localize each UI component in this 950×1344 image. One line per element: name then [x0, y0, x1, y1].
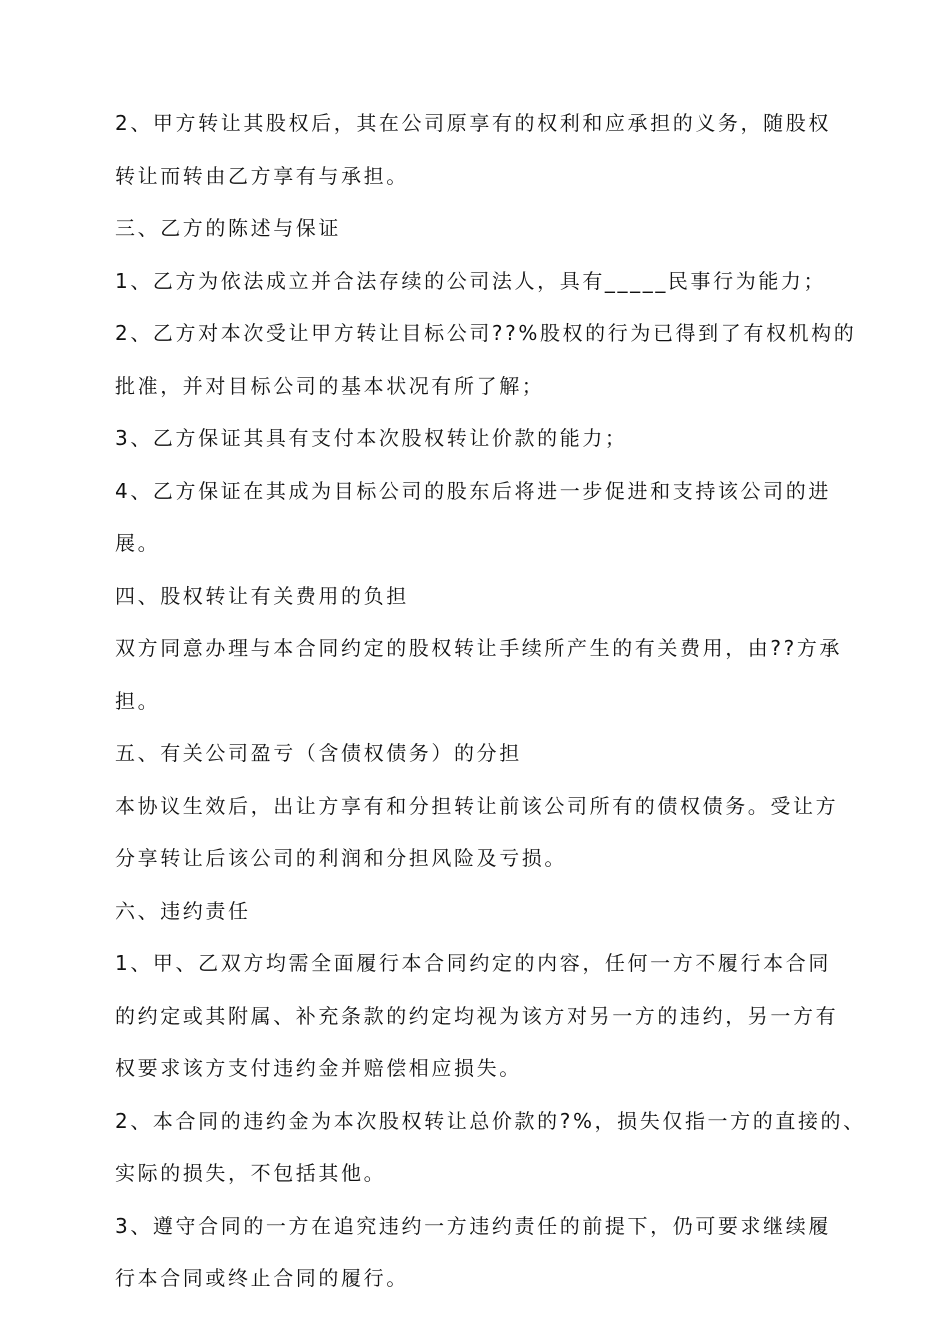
paragraph-line: 2、本合同的违约金为本次股权转让总价款的?%，损失仅指一方的直接的、: [115, 1108, 866, 1133]
paragraph-line: 双方同意办理与本合同约定的股权转让手续所产生的有关费用，由??方承: [115, 636, 843, 660]
paragraph-line: 3、遵守合同的一方在追究违约一方违约责任的前提下，仍可要求继续履: [115, 1213, 831, 1238]
paragraph-line: 本协议生效后，出让方享有和分担转让前该公司所有的债权债务。受让方: [115, 793, 839, 818]
paragraph-line: 行本合同或终止合同的履行。: [115, 1266, 409, 1290]
paragraph-line: 4、乙方保证在其成为目标公司的股东后将进一步促进和支持该公司的进: [115, 478, 831, 503]
paragraph-line: 3、乙方保证其具有支付本次股权转让价款的能力；: [115, 426, 628, 450]
document-body: [115, 103, 866, 1311]
paragraph-line: 1、甲、乙双方均需全面履行本合同约定的内容，任何一方不履行本合同: [115, 951, 831, 975]
paragraph-line: 1、乙方为依法成立并合法存续的公司法人，具有_____民事行为能力；: [115, 268, 827, 293]
section-heading: 三、乙方的陈述与保证: [115, 216, 341, 240]
paragraph-line: 分享转让后该公司的利润和分担风险及亏损。: [115, 846, 567, 870]
paragraph-line: 批准，并对目标公司的基本状况有所了解；: [115, 373, 545, 398]
paragraph-line: 实际的损失，不包括其他。: [115, 1161, 387, 1185]
section-heading: 六、违约责任: [115, 898, 251, 923]
paragraph-line: 权要求该方支付违约金并赔偿相应损失。: [115, 1056, 522, 1080]
paragraph-line: 2、甲方转让其股权后，其在公司原享有的权利和应承担的义务，随股权: [115, 111, 831, 135]
paragraph-line: 2、乙方对本次受让甲方转让目标公司??%股权的行为已得到了有权机构的: [115, 321, 857, 345]
paragraph-line: 展。: [115, 531, 161, 555]
section-heading: 四、股权转让有关费用的负担: [115, 583, 409, 608]
paragraph-line: 担。: [115, 688, 161, 713]
paragraph-line: 的约定或其附属、补充条款的约定均视为该方对另一方的违约，另一方有: [115, 1003, 839, 1028]
section-heading: 五、有关公司盈亏（含债权债务）的分担: [115, 741, 522, 765]
paragraph-line: 转让而转由乙方享有与承担。: [115, 163, 409, 188]
